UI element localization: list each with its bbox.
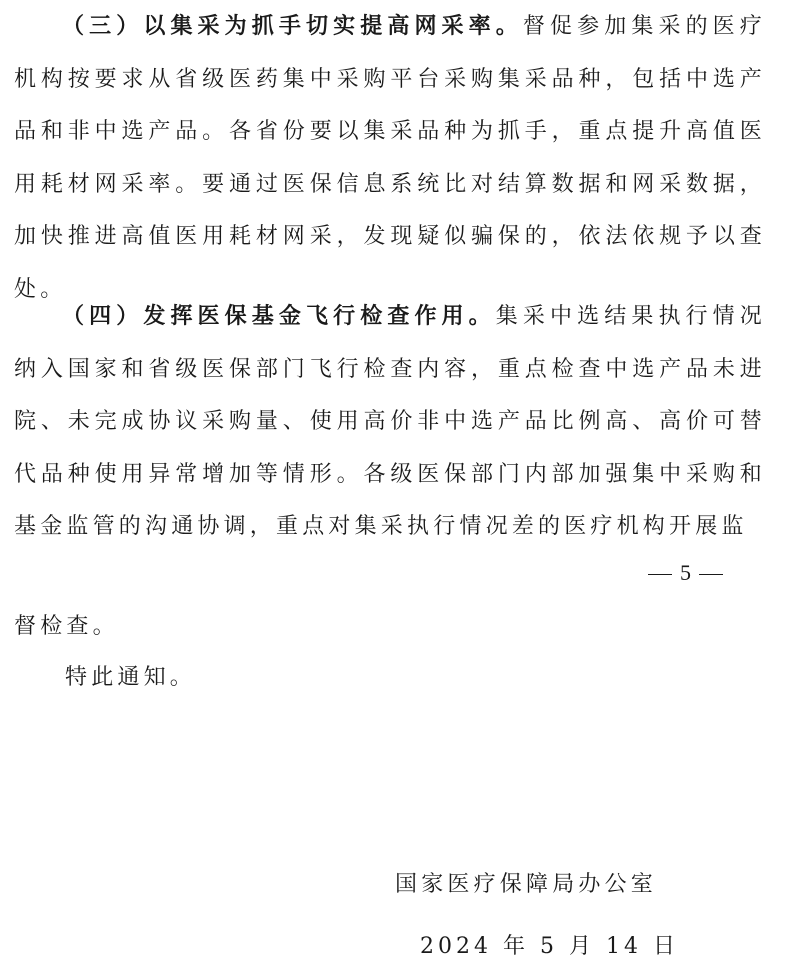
page-number-right-dash: [699, 574, 723, 575]
section-4-body: 集采中选结果执行情况纳入国家和省级医保部门飞行检查内容，重点检查中选产品未进院、未完成协议采购量、使用高价非中选产品比例高、高价可替代品种使用异常增加等情形。各级医保部门内部加强集中采购和基金监管的沟通协调，重点对集采执行情况差的医疗机构开展监: [14, 304, 766, 540]
page-number: [640, 560, 731, 586]
paragraph-section-3: [14, 0, 766, 317]
page-number-left-dash: [648, 574, 672, 575]
signature-date: 2024 年 5 月 14 日: [420, 934, 679, 959]
paragraph-section-4: [14, 290, 766, 554]
section-4-continuation: 督检查。: [14, 614, 119, 639]
page-number-value: 5: [680, 560, 691, 585]
signature-organization: 国家医疗保障局办公室: [395, 872, 658, 897]
section-3-body: 督促参加集采的医疗机构按要求从省级医药集中采购平台采购集采品种，包括中选产品和非中选产品。各省份要以集采品种为抓手，重点提升高值医用耗材网采率。要通过医保信息系统比对结算数据和网采数据，加快推进高值医用耗材网采，发现疑似骗保的，依法依规予以查处。: [14, 14, 766, 302]
section-4-heading: （四）发挥医保基金飞行检查作用。: [62, 303, 496, 329]
closing-remark: 特此通知。: [65, 665, 197, 690]
section-3-heading: （三）以集采为抓手切实提高网采率。: [62, 13, 523, 39]
